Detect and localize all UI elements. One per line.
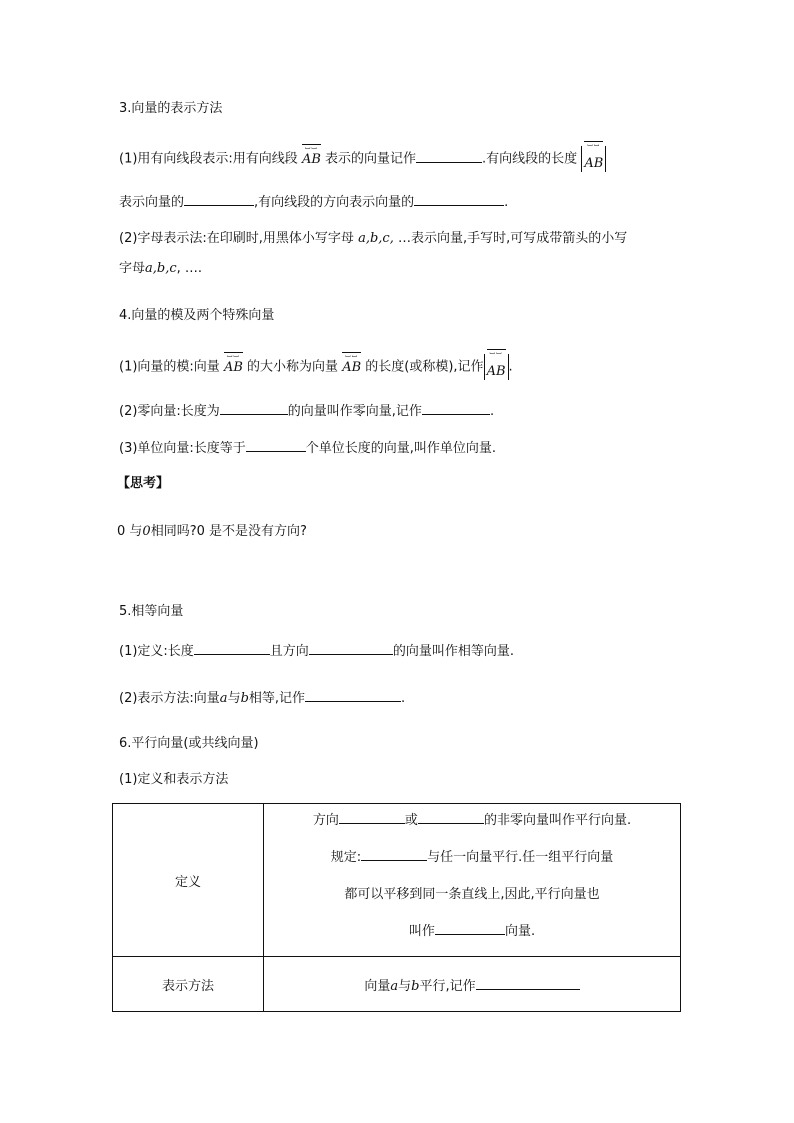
zero-vector-symbol: 0 <box>142 524 151 539</box>
blank-parallel-dir-1[interactable] <box>339 810 405 824</box>
sec5-rep-line <box>119 688 405 708</box>
abs-vector-ab-text: AB <box>584 156 604 171</box>
sec4-z-pre: (2)零向量:长度为 <box>119 404 220 419</box>
sec4-m-mid2: 的长度(或称模),记作 <box>365 359 484 375</box>
sec3-p1b-pre: 表示向量的 <box>119 195 185 210</box>
sec4-z-post: . <box>489 404 495 419</box>
blank-notation[interactable] <box>416 149 482 163</box>
sec3-p1-mid: 表示的向量记作 <box>325 151 417 167</box>
sec4-u-pre: (3)单位向量:长度等于 <box>119 441 246 456</box>
sec3-handwrite-line <box>119 260 202 278</box>
abs-vector-ab <box>581 140 606 172</box>
rep-post: 平行,记作 <box>419 978 476 994</box>
parallel-vector-table <box>112 803 681 1012</box>
table-row-definition <box>113 804 681 957</box>
sec4-z-mid: 的向量叫作零向量,记作 <box>287 404 422 419</box>
vector-arrow-icon: ⌴⌴ <box>584 141 603 147</box>
section-6-title: 6.平行向量(或共线向量) <box>119 736 259 751</box>
section-3-title: 3.向量的表示方法 <box>119 101 223 116</box>
table-cell-def-label: 定义 <box>113 804 264 957</box>
vector-arrow-icon: ⌴⌴ <box>224 352 243 358</box>
blank-magnitude[interactable] <box>184 192 254 206</box>
blank-unit-length[interactable] <box>246 438 306 452</box>
sec3-p1b-mid: ,有向线段的方向表示向量的 <box>254 195 415 210</box>
sec5-r-post: 相等,记作 <box>248 691 306 706</box>
think-label: 【思考】 <box>117 476 170 491</box>
def-l1-mid: 或 <box>404 813 418 828</box>
sec4-m-mid1: 的大小称为向量 <box>247 359 339 375</box>
vector-b-symbol: b <box>240 691 249 706</box>
vector-ab-text: AB <box>342 359 362 375</box>
vector-a-symbol: a <box>390 978 399 994</box>
vector-arrow-icon: ⌴⌴ <box>302 144 321 150</box>
def-line-3: 都可以平移到同一条直线上,因此,平行向量也 <box>344 887 600 902</box>
sec5-d-post: 的向量叫作相等向量. <box>392 644 514 659</box>
sec3-p2-post: …表示向量,手写时,可写成带箭头的小写 <box>397 231 628 246</box>
section-5-title: 5.相等向量 <box>119 604 184 619</box>
sec3-p1-pre: (1)用有向线段表示:用有向线段 <box>119 151 298 167</box>
sec5-r-pre: (2)表示方法:向量 <box>119 691 220 706</box>
sec5-r-mid: 与 <box>227 691 241 706</box>
vector-ab-symbol <box>342 350 362 377</box>
sec4-m-post: . <box>508 359 513 375</box>
think-q-pre: 0 与 <box>117 524 143 539</box>
abs-vector-ab-text: AB <box>486 364 506 379</box>
def-line-4 <box>264 917 680 954</box>
sec3-length-line <box>119 192 508 212</box>
def-l2-pre: 规定: <box>330 850 362 865</box>
sec3-directed-segment-line <box>119 140 606 172</box>
section-4-title: 4.向量的模及两个特殊向量 <box>119 308 275 323</box>
sec5-r-end: . <box>401 691 406 706</box>
abs-vector-ab <box>484 348 509 380</box>
think-question <box>117 523 307 541</box>
def-l1-pre: 方向 <box>312 813 339 828</box>
def-l2-post: 与任一向量平行.任一组平行向量 <box>427 850 614 865</box>
vector-ab-text: AB <box>223 359 243 375</box>
sec4-m-pre: (1)向量的模:向量 <box>119 359 220 375</box>
blank-equal-length[interactable] <box>194 641 270 655</box>
vector-ab-symbol <box>223 350 243 377</box>
blank-parallel-dir-2[interactable] <box>418 810 484 824</box>
def-l4-post: 向量. <box>504 924 536 939</box>
vector-arrow-icon: ⌴⌴ <box>487 349 506 355</box>
def-line-1 <box>264 806 680 843</box>
sec4-zero-line <box>119 401 494 421</box>
sec3-p1-post: .有向线段的长度 <box>482 151 578 167</box>
vector-b-symbol: b <box>411 978 420 994</box>
sec3-p2b-post: , …. <box>176 261 203 276</box>
table-row-representation <box>113 957 681 1012</box>
sec3-p2-letters: a,b,c, <box>358 231 394 246</box>
abs-vector-ab-inner <box>584 140 604 180</box>
blank-equal-direction[interactable] <box>309 641 393 655</box>
table-cell-rep-body <box>264 957 681 1012</box>
table-cell-rep-label: 表示方法 <box>113 957 264 1012</box>
def-l4-pre: 叫作 <box>408 924 435 939</box>
sec4-u-post: 个单位长度的向量,叫作单位向量. <box>305 441 497 456</box>
section-6-subtitle: (1)定义和表示方法 <box>119 772 229 787</box>
think-q-post: 相同吗?0 是不是没有方向? <box>150 524 307 539</box>
sec3-p2b-pre: 字母 <box>119 261 146 276</box>
sec3-p1b-post: . <box>504 195 509 210</box>
sec5-d-pre: (1)定义:长度 <box>119 644 194 659</box>
vector-ab-symbol <box>301 142 321 169</box>
rep-mid: 与 <box>398 978 412 994</box>
def-l1-post: 的非零向量叫作平行向量. <box>483 813 632 828</box>
sec4-unit-line <box>119 438 496 458</box>
sec3-letter-line <box>119 230 627 248</box>
table-cell-def-body <box>264 804 681 957</box>
blank-parallel-notation[interactable] <box>476 976 580 990</box>
sec3-p2b-letters: a,b,c <box>145 261 177 276</box>
rep-pre: 向量 <box>364 978 391 994</box>
blank-collinear[interactable] <box>435 921 505 935</box>
vector-arrow-icon: ⌴⌴ <box>342 352 361 358</box>
blank-direction[interactable] <box>414 192 504 206</box>
blank-rule-vector[interactable] <box>361 847 427 861</box>
sec5-def-line <box>119 641 514 661</box>
vector-a-symbol: a <box>219 691 228 706</box>
def-line-2 <box>264 843 680 880</box>
sec4-modulus-line <box>119 348 513 380</box>
vector-ab-text: AB <box>301 151 321 167</box>
sec3-p2-pre: (2)字母表示法:在印刷时,用黑体小写字母 <box>119 231 354 246</box>
blank-zero-notation[interactable] <box>422 401 490 415</box>
abs-vector-ab-inner <box>486 348 506 388</box>
blank-zero-length[interactable] <box>220 401 288 415</box>
sec5-d-mid: 且方向 <box>269 644 309 659</box>
blank-equal-notation[interactable] <box>305 688 401 702</box>
